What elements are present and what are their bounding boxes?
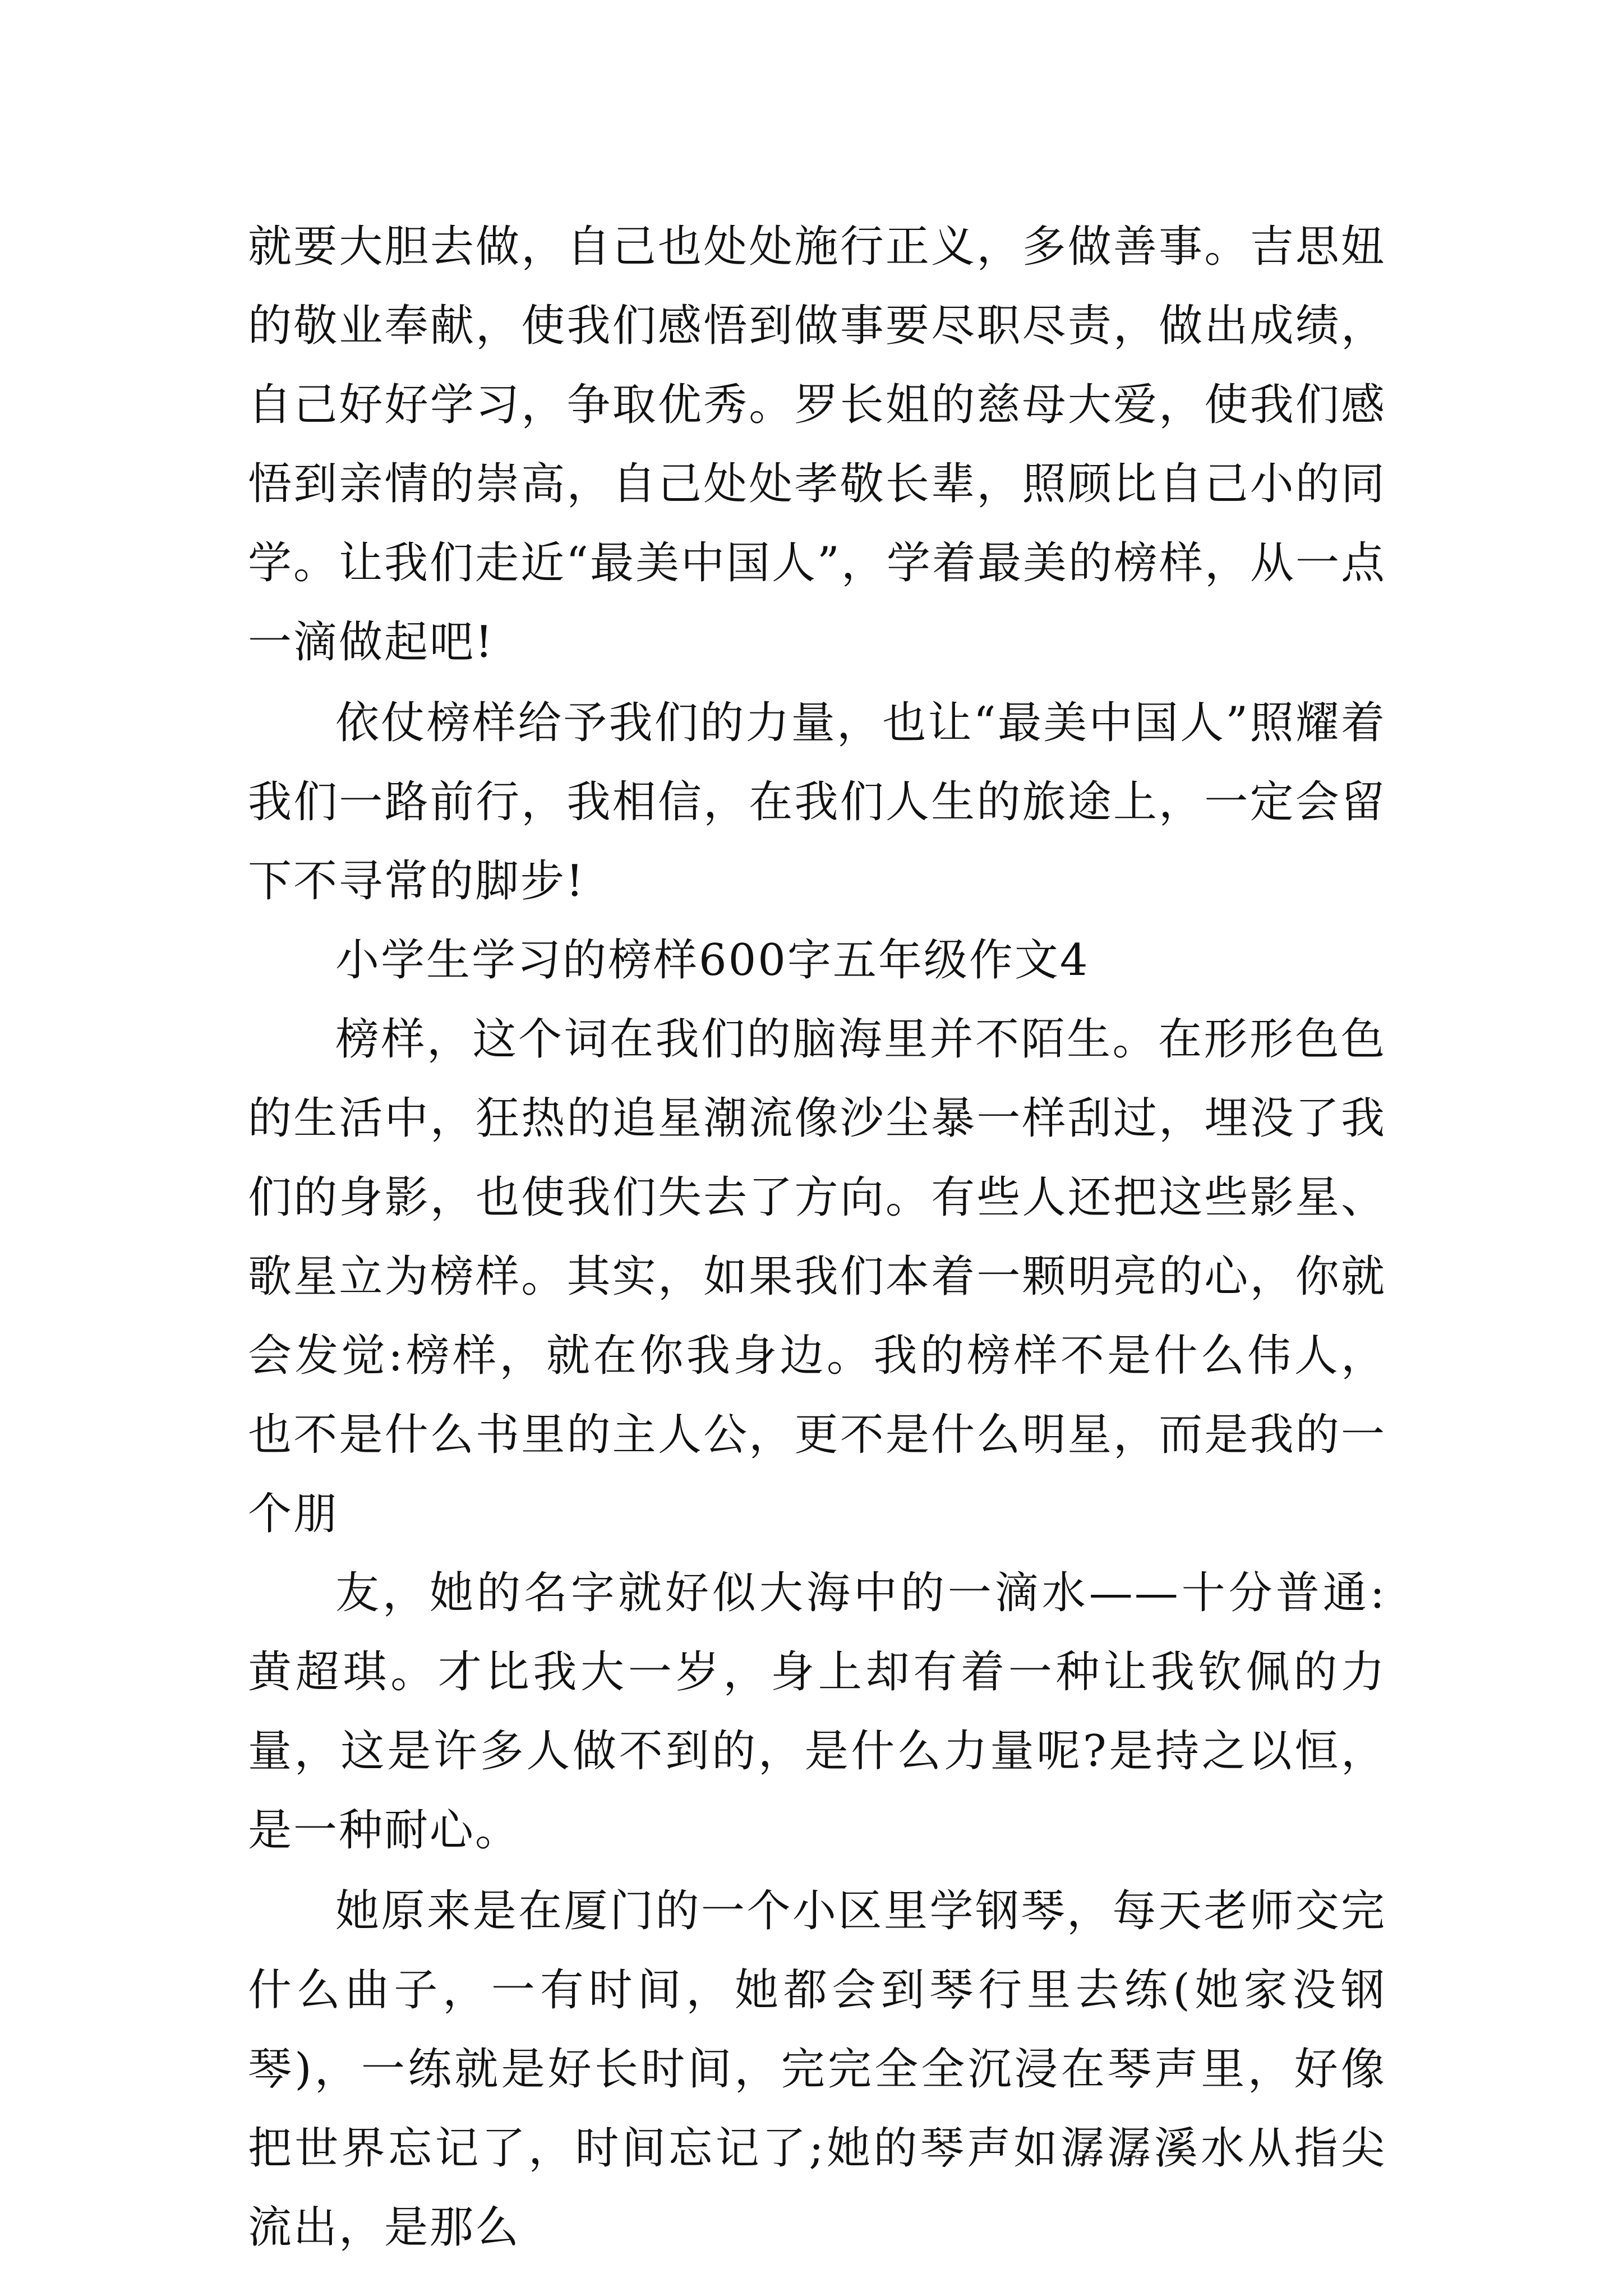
- essay-heading: 小学生学习的榜样600字五年级作文4: [335, 935, 1090, 986]
- paragraph-5: 她原来是在厦门的一个小区里学钢琴，每天老师交完什么曲子，一有时间，她都会到琴行里去练(她家没钢琴)，一练就是好长时间，完完全全沉浸在琴声里，好像把世界忘记了，时间忘记了;她的琴声如潺潺溪水从指尖流出，是那么: [248, 1886, 1386, 2253]
- document-body: [248, 208, 1386, 2267]
- paragraph-3: 榜样，这个词在我们的脑海里并不陌生。在形形色色的生活中，狂热的追星潮流像沙尘暴一样刮过，埋没了我们的身影，也使我们失去了方向。有些人还把这些影星、歌星立为榜样。其实，如果我们本着一颗明亮的心，你就会发觉:榜样，就在你我身边。我的榜样不是什么伟人，也不是什么书里的主人公，更不是什么明星，而是我的一个朋: [248, 1014, 1386, 1539]
- paragraph-1: 就要大胆去做，自己也处处施行正义，多做善事。吉思妞的敬业奉献，使我们感悟到做事要尽职尽责，做出成绩，自己好好学习，争取优秀。罗长姐的慈母大爱，使我们感悟到亲情的崇高，自己处处孝敬长辈，照顾比自己小的同学。让我们走近“最美中国人”，学着最美的榜样，从一点一滴做起吧!: [248, 222, 1386, 668]
- paragraph-2: 依仗榜样给予我们的力量，也让“最美中国人”照耀着我们一路前行，我相信，在我们人生的旅途上，一定会留下不寻常的脚步!: [248, 698, 1386, 907]
- paragraph-4: 友，她的名字就好似大海中的一滴水——十分普通:黄超琪。才比我大一岁，身上却有着一种让我钦佩的力量，这是许多人做不到的，是什么力量呢?是持之以恒，是一种耐心。: [248, 1568, 1386, 1856]
